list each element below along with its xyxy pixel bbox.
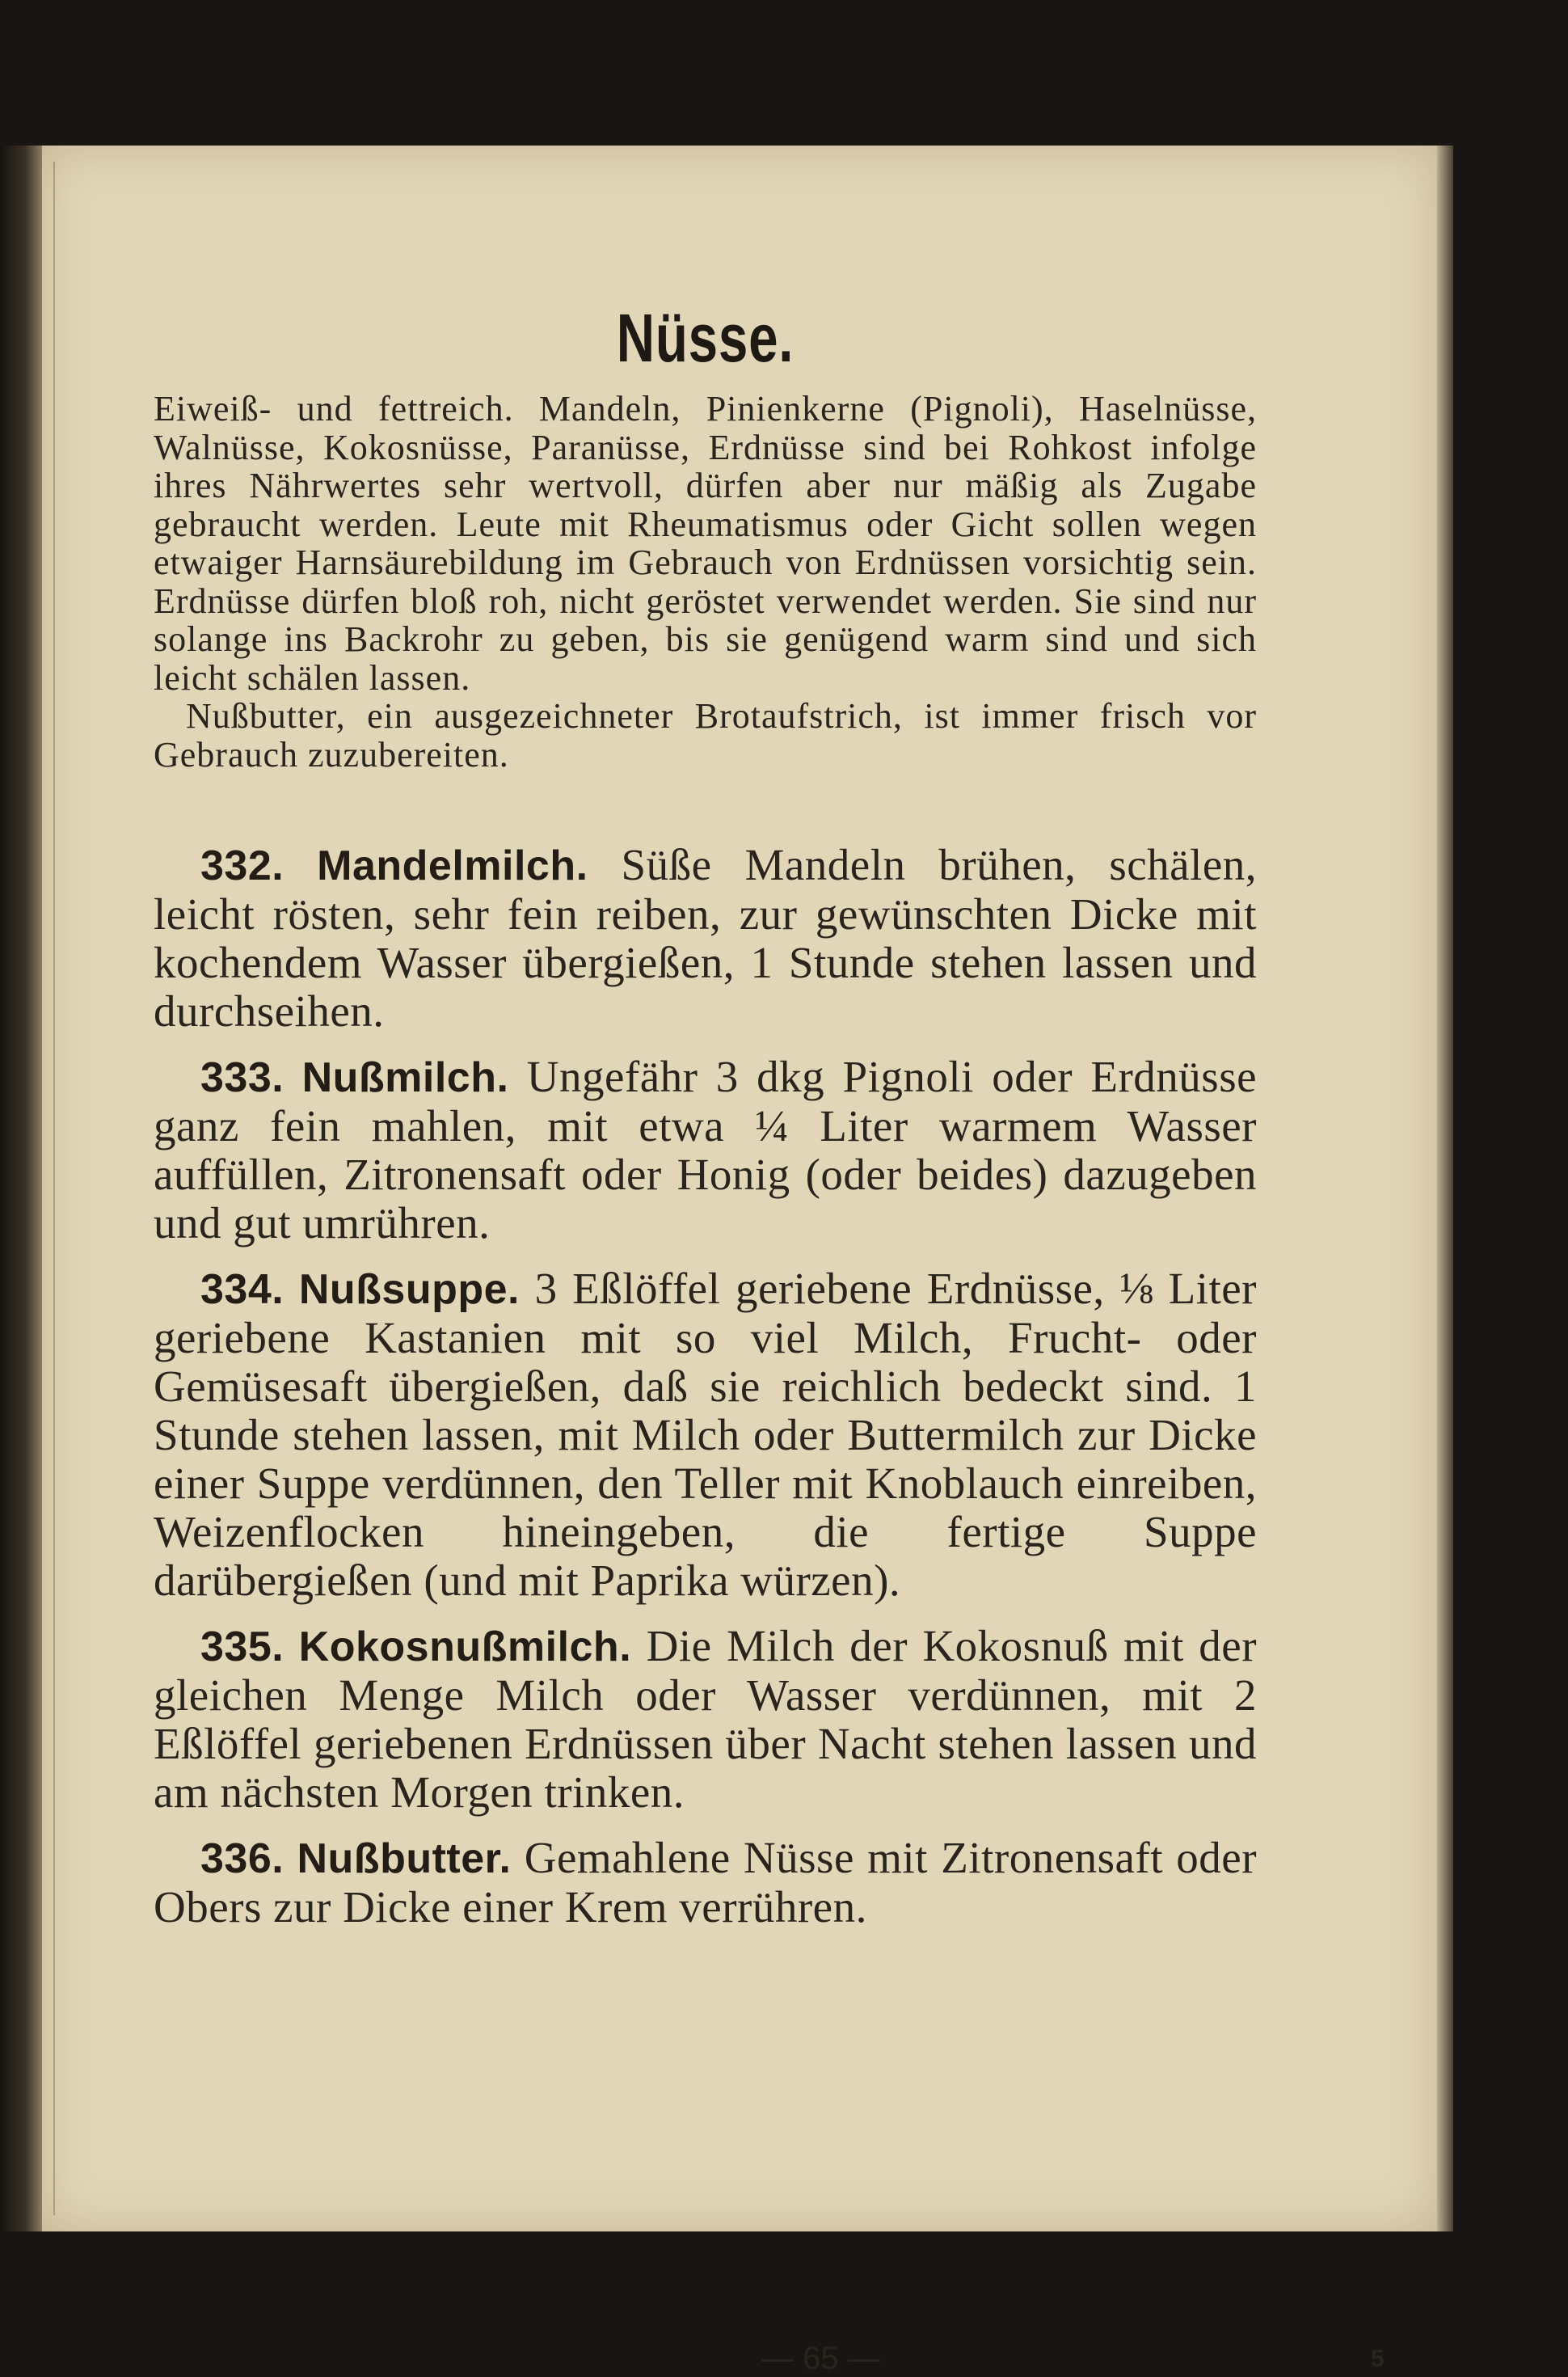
recipe-text: Gemahlene Nüsse mit Zitronensaft oder Obers zur Dicke einer Krem verrühren.	[154, 1833, 1258, 1932]
page-number: — 65 —	[761, 2341, 880, 2376]
recipe-336	[154, 1834, 1257, 1932]
page-edge	[1437, 146, 1453, 2231]
recipe-335	[154, 1622, 1257, 1817]
recipe-title: Kokosnußmilch.	[298, 1623, 632, 1670]
recipe-title: Nußmilch.	[301, 1054, 509, 1101]
recipe-text: Die Milch der Kokosnuß mit der gleichen Menge Milch oder Wasser verdünnen, mit 2 Eßlöffel geriebenen Erdnüssen über Nacht stehen lassen und am nächsten Morgen trinken.	[154, 1621, 1258, 1817]
recipe-334	[154, 1264, 1257, 1605]
book-spine	[0, 146, 42, 2231]
recipe-title: Mandelmilch.	[317, 842, 588, 889]
recipe-number: 335.	[200, 1623, 285, 1670]
gutter-line	[53, 162, 55, 2215]
recipe-title: Nußsuppe.	[298, 1266, 520, 1313]
recipe-number: 332.	[200, 842, 285, 889]
intro-text	[154, 390, 1257, 774]
recipe-title: Nußbutter.	[297, 1835, 512, 1882]
intro-paragraph: Eiweiß- und fettreich. Mandeln, Pinienkerne (Pignoli), Haselnüsse, Walnüsse, Kokosnüsse, Paranüsse, Erdnüsse sind bei Rohkost infolge ihres Nährwertes sehr wertvoll, dürfen aber nur mäßig als Zugabe gebraucht werden. Leute mit Rheumatismus oder Gicht sollen wegen etwaiger Harnsäurebildung im Gebrauch von Erdnüssen vorsichtig sein. Erdnüsse dürfen bloß roh, nicht geröstet verwendet werden. Sie sind nur solange ins Backrohr zu geben, bis sie genügend warm sind und sich leicht schälen lassen.	[154, 389, 1257, 698]
intro-paragraph: Nußbutter, ein ausgezeichneter Brotaufstrich, ist immer frisch vor Gebrauch zuzubereiten.	[154, 696, 1257, 775]
recipe-number: 333.	[200, 1054, 285, 1101]
recipe-number: 336.	[200, 1835, 285, 1882]
page-title: Nüsse.	[616, 300, 795, 376]
recipe-text: Ungefähr 3 dkg Pignoli oder Erdnüsse ganz fein mahlen, mit etwa ¼ Liter warmem Wasser auffüllen, Zitronensaft oder Honig (oder beides) dazugeben und gut umrühren.	[154, 1052, 1258, 1248]
recipe-number: 334.	[200, 1266, 285, 1313]
signature-mark: 5	[1371, 2345, 1385, 2372]
recipe-text: Süße Mandeln brühen, schälen, leicht rösten, sehr fein reiben, zur gewünschten Dicke mit kochendem Wasser übergießen, 1 Stunde stehen lassen und durchseihen.	[154, 840, 1258, 1036]
recipe-332	[154, 841, 1257, 1036]
recipe-text: 3 Eßlöffel geriebene Erdnüsse, ⅛ Liter geriebene Kastanien mit so viel Milch, Frucht- oder Gemüsesaft übergießen, daß sie reichlich bedeckt sind. 1 Stunde stehen lassen, mit Milch oder Buttermilch zur Dicke einer Suppe verdünnen, den Teller mit Knoblauch einreiben, Weizenflocken hineingeben, die fertige Suppe darübergießen (und mit Paprika würzen).	[154, 1264, 1258, 1605]
recipe-list	[154, 841, 1257, 1948]
recipe-333	[154, 1053, 1257, 1248]
